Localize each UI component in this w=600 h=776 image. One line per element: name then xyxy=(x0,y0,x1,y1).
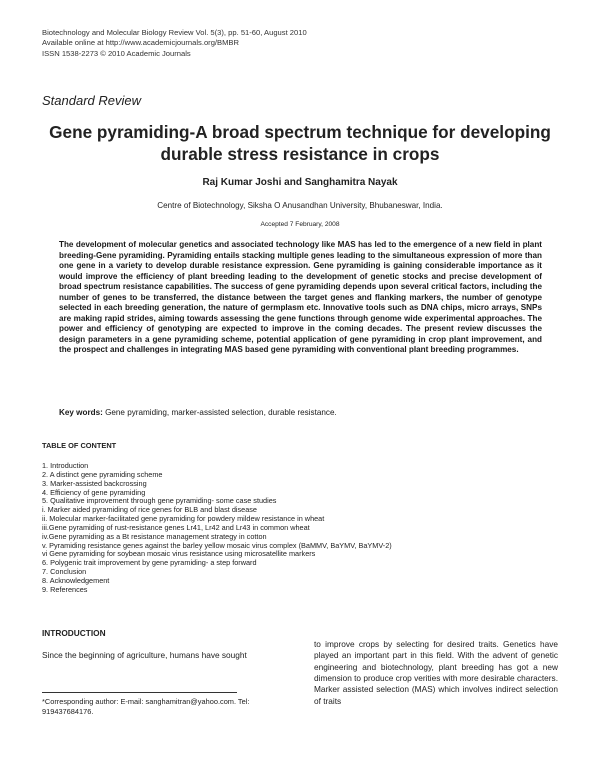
affiliation: Centre of Biotechnology, Siksha O Anusandhan University, Bhubaneswar, India. xyxy=(157,201,443,210)
toc-heading: TABLE OF CONTENT xyxy=(42,441,117,450)
toc-item: v. Pyramiding resistance genes against the barley yellow mosaic virus complex (BaMMV, BaYMV, BaYMV-2) xyxy=(42,540,392,550)
toc-item: 5. Qualitative improvement through gene pyramiding- some case studies xyxy=(42,496,277,506)
journal-url: Available online at http://www.academicjournals.org/BMBR xyxy=(42,38,239,48)
toc-item: 7. Conclusion xyxy=(42,567,87,577)
toc-item: 2. A distinct gene pyramiding scheme xyxy=(42,469,163,479)
review-type: Standard Review xyxy=(42,93,141,108)
toc-item: ii. Molecular marker-facilitated gene pyramiding for powdery mildew resistance in wheat xyxy=(42,514,325,524)
toc-item: iii.Gene pyramiding of rust-resistance genes Lr41, Lr42 and Lr43 in common wheat xyxy=(42,522,310,532)
journal-citation: Biotechnology and Molecular Biology Review Vol. 5(3), pp. 51-60, August 2010 xyxy=(42,28,307,37)
introduction-left-column: Since the beginning of agriculture, humans have sought xyxy=(42,650,247,660)
toc-item: i. Marker aided pyramiding of rice genes for BLB and blast disease xyxy=(42,505,257,515)
toc-item: 3. Marker-assisted backcrossing xyxy=(42,478,147,488)
accepted-date: Accepted 7 February, 2008 xyxy=(260,221,340,228)
toc-item: 8. Acknowledgement xyxy=(42,575,110,585)
keywords xyxy=(59,408,542,417)
keywords-text: Gene pyramiding, marker-assisted selection, durable resistance. xyxy=(105,408,337,417)
abstract: The development of molecular genetics and associated technology like MAS has led to the emergence of a new field in plant breeding-Gene pyramiding. Pyramiding entails stacking multiple genes leading to the simultaneous expression of more than one gene in a variety to develop durable resistance expression. Gene pyramiding is gaining considerable importance as it would improve the efficiency of plant breeding leading to the development of genetic stocks and precise development of broad spectrum resistance capabilities. The success of gene pyramiding depends upon several critical factors, including the number of genes to be transferred, the distance between the target genes and flanking markers, the number of genotype selected in each breeding generation, the nature of germplasm etc. Innovative tools such as DNA chips, micro arrays, SNPs are making rapid strides, aiming towards assessing the gene functions through genome wide experimental approaches. The power and efficiency of genotyping are expected to improve in the coming decades. The present review discusses the design parameters in a gene pyramiding scheme, potential application of gene pyramiding in crop plant improvement, and the prospect and challenges in integrating MAS based gene pyramiding with conventional plant breeding programmes. xyxy=(59,240,542,355)
toc-item: 9. References xyxy=(42,584,88,594)
toc-item: 4. Efficiency of gene pyramiding xyxy=(42,487,146,497)
paper-title: Gene pyramiding-A broad spectrum technique for developing durable stress resistance in crops xyxy=(49,122,551,164)
footnote-divider xyxy=(42,692,237,693)
toc-item: 1. Introduction xyxy=(42,461,89,470)
keywords-label: Key words: xyxy=(59,408,103,417)
journal-issn: ISSN 1538-2273 © 2010 Academic Journals xyxy=(42,48,191,58)
introduction-right-column: to improve crops by selecting for desired traits. Genetics have played an important part in this field. With the advent of genetic engineering and biotechnology, plant breeding has got a new dimension to produce crop verities with more desirable characters. Marker assisted selection (MAS) which involves indirect selection of traits xyxy=(314,639,558,706)
corresponding-author-footnote: *Corresponding author: E-mail: sanghamitran@yahoo.com. Tel: 919437684176. xyxy=(42,697,250,717)
toc-item: iv.Gene pyramiding as a Bt resistance management strategy in cotton xyxy=(42,531,267,541)
introduction-heading: INTRODUCTION xyxy=(42,628,106,638)
authors: Raj Kumar Joshi and Sanghamitra Nayak xyxy=(202,177,398,188)
table-of-contents xyxy=(42,462,392,595)
journal-header xyxy=(42,28,307,59)
toc-item: 6. Polygenic trait improvement by gene pyramiding- a step forward xyxy=(42,558,257,568)
toc-item: vi Gene pyramiding for soybean mosaic virus resistance using microsatellite markers xyxy=(42,549,316,559)
